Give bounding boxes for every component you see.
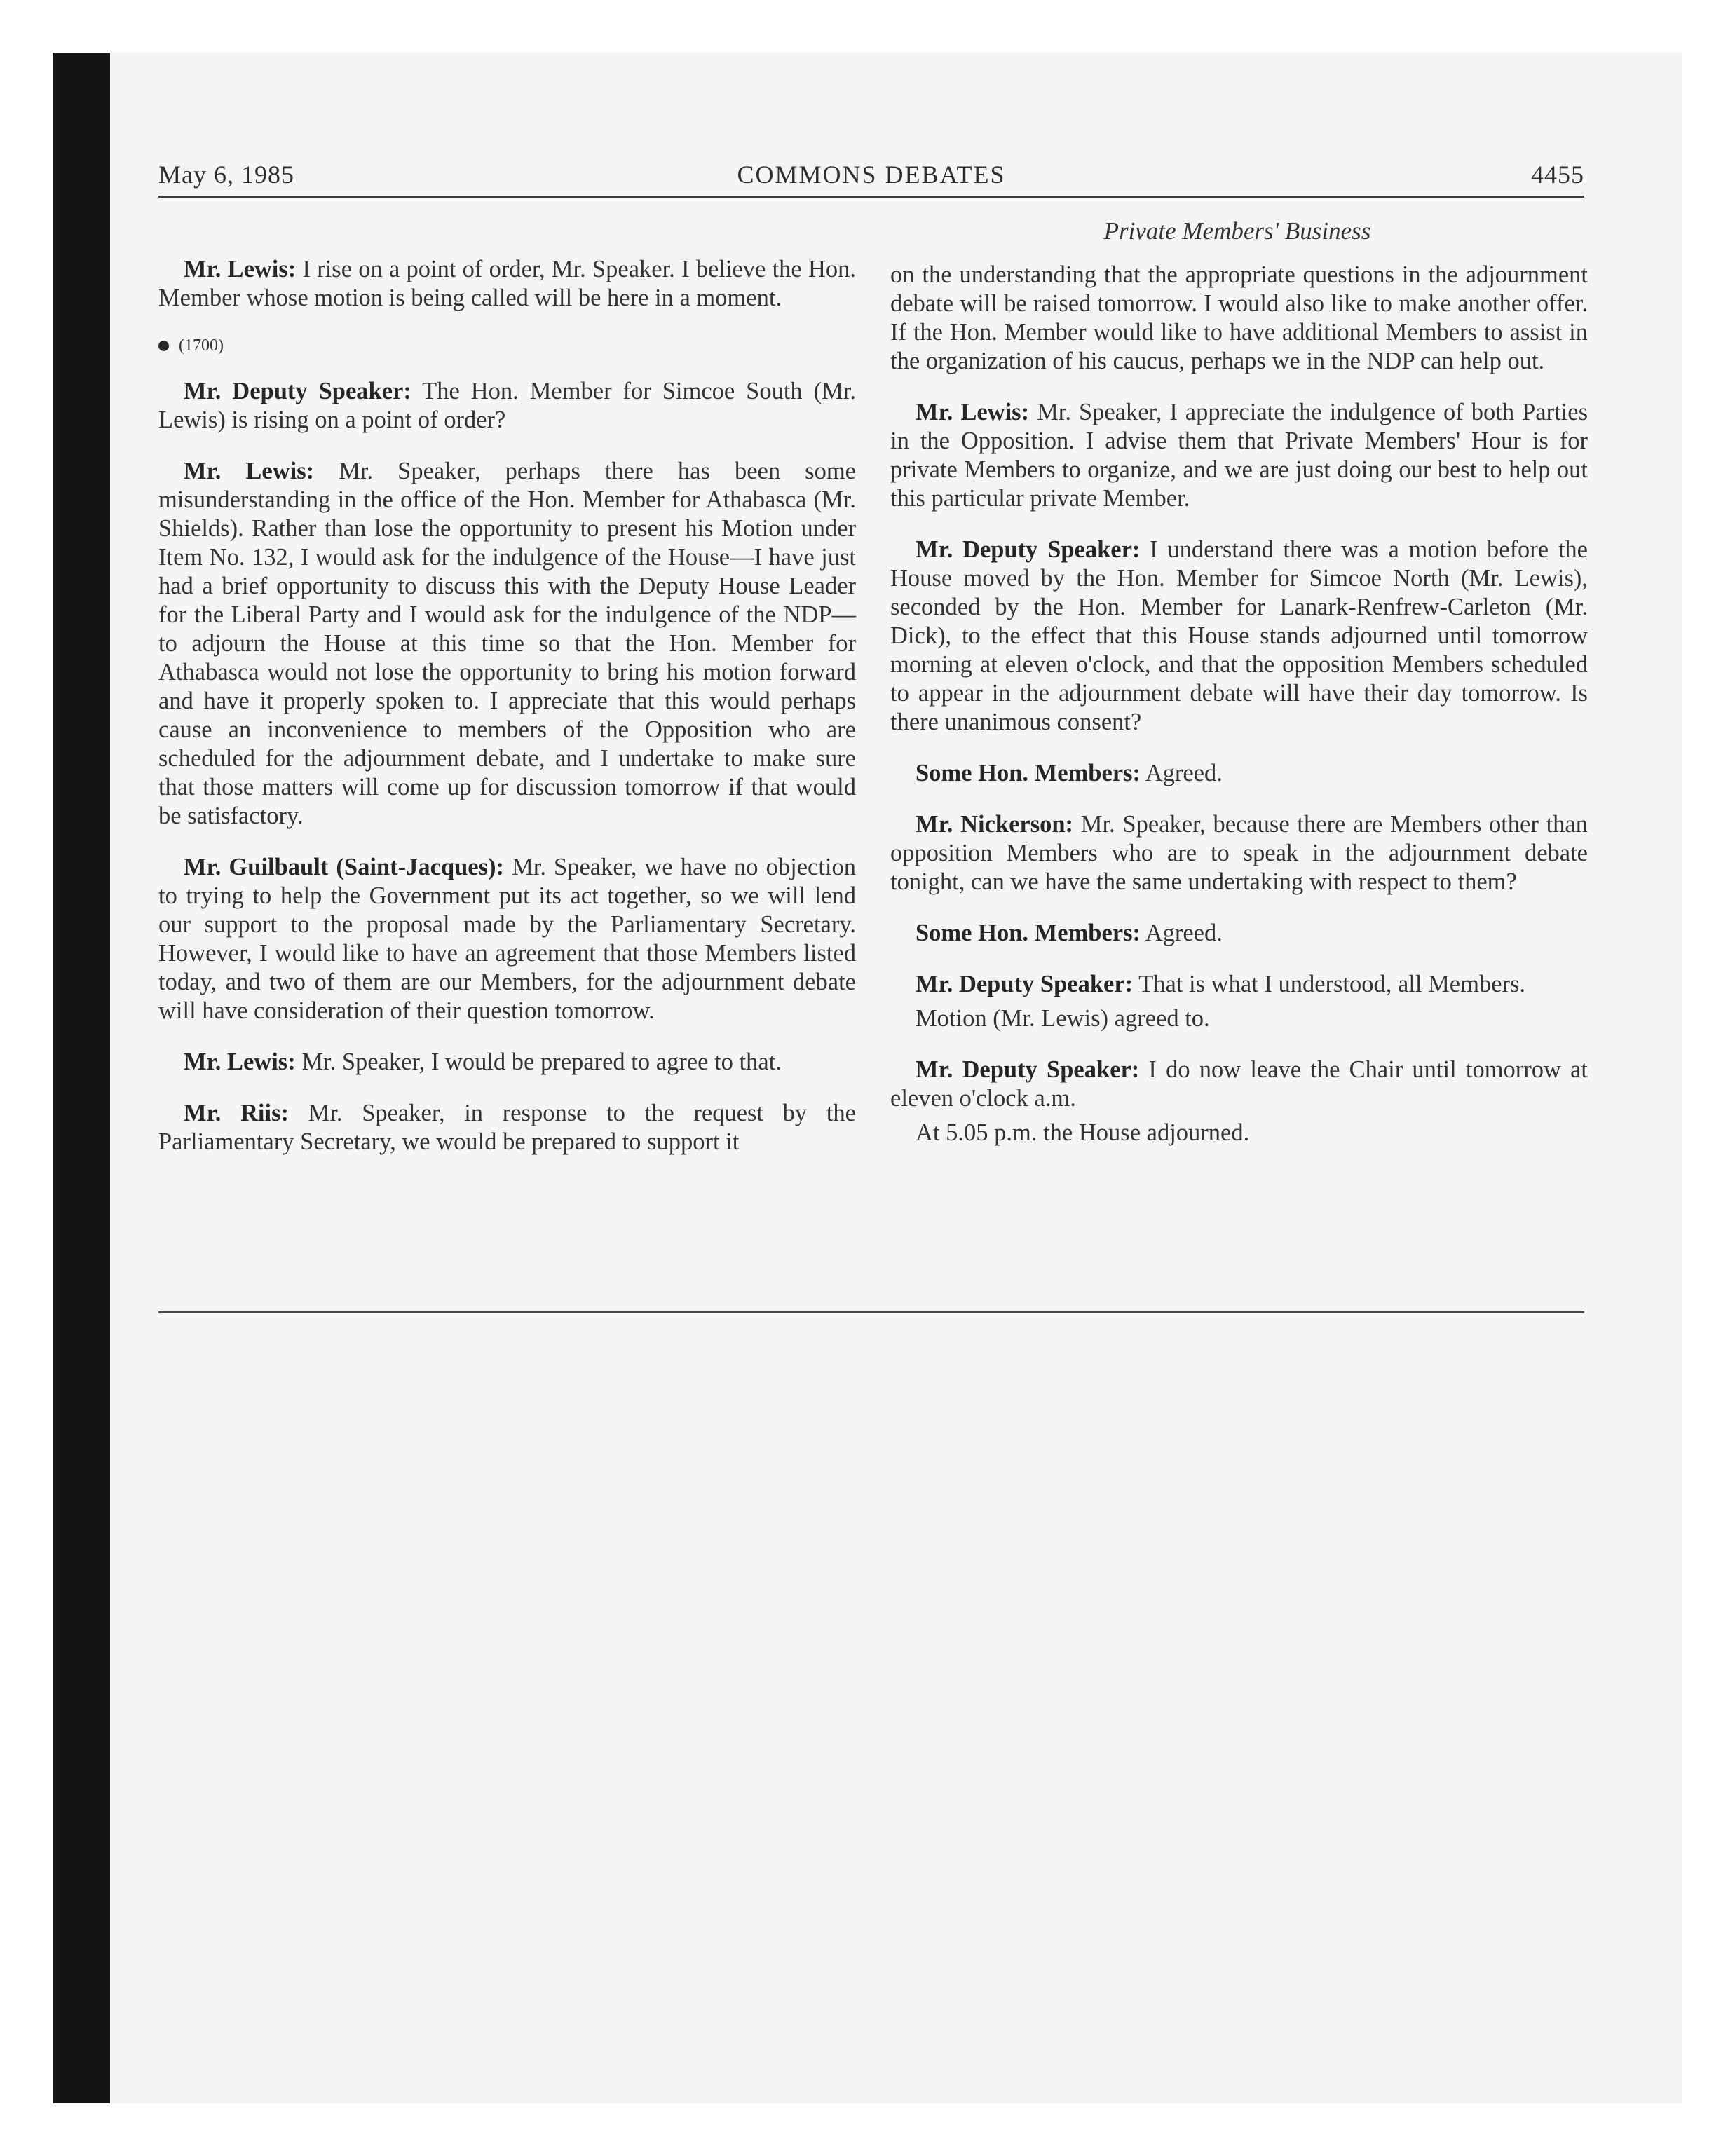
speaker-name: Mr. Nickerson: [916, 811, 1074, 838]
speaker-name: Mr. Guilbault (Saint-Jacques): [184, 854, 504, 880]
speech-text: That is what I understood, all Members. [1133, 971, 1526, 997]
speaker-name: Mr. Deputy Speaker: [916, 536, 1141, 563]
header-rule [158, 196, 1584, 198]
header-date: May 6, 1985 [158, 161, 294, 189]
paragraph [890, 919, 1588, 948]
page-header [158, 160, 1584, 198]
speech-text: on the understanding that the appropriate questions in the adjournment debate will be raised tomorrow. I would also like to make another offer. If the Hon. Member would like to have additional Members to assist in the organization of his caucus, perhaps we in the NDP can help out. [890, 261, 1588, 374]
paragraph [890, 1119, 1588, 1147]
speech-text: I understand there was a motion before the House moved by the Hon. Member for Simcoe North (Mr. Lewis), seconded by the Hon. Member for Lanark-Renfrew-Carleton (Mr. Dick), to the effect that this House stands adjourned until tomorrow morning at eleven o'clock, and that the opposition Members scheduled to appear in the adjournment debate will have their day tomorrow. Is there unanimous consent? [890, 536, 1588, 735]
paragraph [890, 759, 1588, 788]
paragraph [890, 810, 1588, 896]
paragraph [158, 853, 856, 1025]
speaker-name: Some Hon. Members: [916, 920, 1141, 946]
timestamp-marker [158, 335, 856, 356]
speech-text: Mr. Speaker, I would be prepared to agree to that. [295, 1049, 782, 1075]
footer-rule [158, 1311, 1584, 1313]
speech-text: At 5.05 p.m. the House adjourned. [916, 1119, 1250, 1146]
speaker-name: Some Hon. Members: [916, 760, 1141, 786]
speech-text: I rise on a point of order, Mr. Speaker. I believe the Hon. Member whose motion is being called will be here in a moment. [158, 256, 856, 311]
speech-text: I do now leave the Chair until tomorrow at eleven o'clock a.m. [890, 1056, 1588, 1112]
speech-text: Mr. Speaker, we have no objection to trying to help the Government put its act together, so we will lend our support to the proposal made by the Parliamentary Secretary. However, I would like to have an agreement that those Members listed today, and two of them are our Members, for the adjournment debate will have consideration of their question tomorrow. [158, 854, 856, 1024]
binding-edge [53, 53, 110, 2103]
paragraph [158, 255, 856, 313]
paragraph [890, 1056, 1588, 1113]
speaker-name: Mr. Lewis: [184, 1049, 296, 1075]
speaker-name: Mr. Lewis: [184, 256, 297, 282]
paragraph [158, 457, 856, 831]
header-publication: COMMONS DEBATES [737, 161, 1006, 189]
paragraph [158, 1099, 856, 1157]
speaker-name: Mr. Riis: [184, 1100, 289, 1126]
speaker-name: Mr. Lewis: [916, 399, 1030, 425]
timestamp-text: (1700) [179, 336, 224, 355]
speech-text: Motion (Mr. Lewis) agreed to. [916, 1005, 1210, 1032]
paragraph [890, 535, 1588, 737]
header-page-number: 4455 [1531, 161, 1584, 189]
speech-text: Mr. Speaker, in response to the request by the Parliamentary Secretary, we would be prepared to support it [158, 1100, 856, 1155]
speech-text: Mr. Speaker, because there are Members other than opposition Members who are to speak in the adjournment debate tonight, can we have the same undertaking with respect to them? [890, 811, 1588, 895]
speaker-name: Mr. Deputy Speaker: [916, 1056, 1140, 1083]
paragraph [890, 970, 1588, 999]
paragraph [890, 1004, 1588, 1033]
speaker-name: Mr. Lewis: [184, 458, 315, 484]
paragraph [890, 398, 1588, 513]
bullet-icon [158, 341, 169, 351]
left-column [158, 255, 856, 1179]
speaker-name: Mr. Deputy Speaker: [184, 378, 411, 404]
speech-text: Agreed. [1140, 760, 1223, 786]
paragraph [158, 377, 856, 435]
right-column [890, 261, 1588, 1170]
speech-text: Mr. Speaker, perhaps there has been some misunderstanding in the office of the Hon. Member for Athabasca (Mr. Shields). Rather than lose the opportunity to present his Motion under Item No. 132, I would ask for the indulgence of the House—I have just had a brief opportunity to discuss this with the Deputy House Leader for the Liberal Party and I would ask for the indulgence of the NDP—to adjourn the House at this time so that the Hon. Member for Athabasca would not lose the opportunity to bring his motion forward and have it properly spoken to. I appreciate that this would perhaps cause an inconvenience to members of the Opposition who are scheduled for the adjournment debate, and I undertake to make sure that those matters will come up for discussion tomorrow if that would be satisfactory. [158, 458, 856, 829]
speech-text: Agreed. [1140, 920, 1223, 946]
speech-text: Mr. Speaker, I appreciate the indulgence of both Parties in the Opposition. I advise them that Private Members' Hour is for private Members to organize, and we are just doing our best to help out this particular private Member. [890, 399, 1588, 512]
section-title: Private Members' Business [1103, 217, 1371, 245]
speech-text: The Hon. Member for Simcoe South (Mr. Lewis) is rising on a point of order? [158, 378, 856, 433]
speaker-name: Mr. Deputy Speaker: [916, 971, 1134, 997]
paragraph [158, 1048, 856, 1077]
paragraph-continuation [890, 261, 1588, 376]
